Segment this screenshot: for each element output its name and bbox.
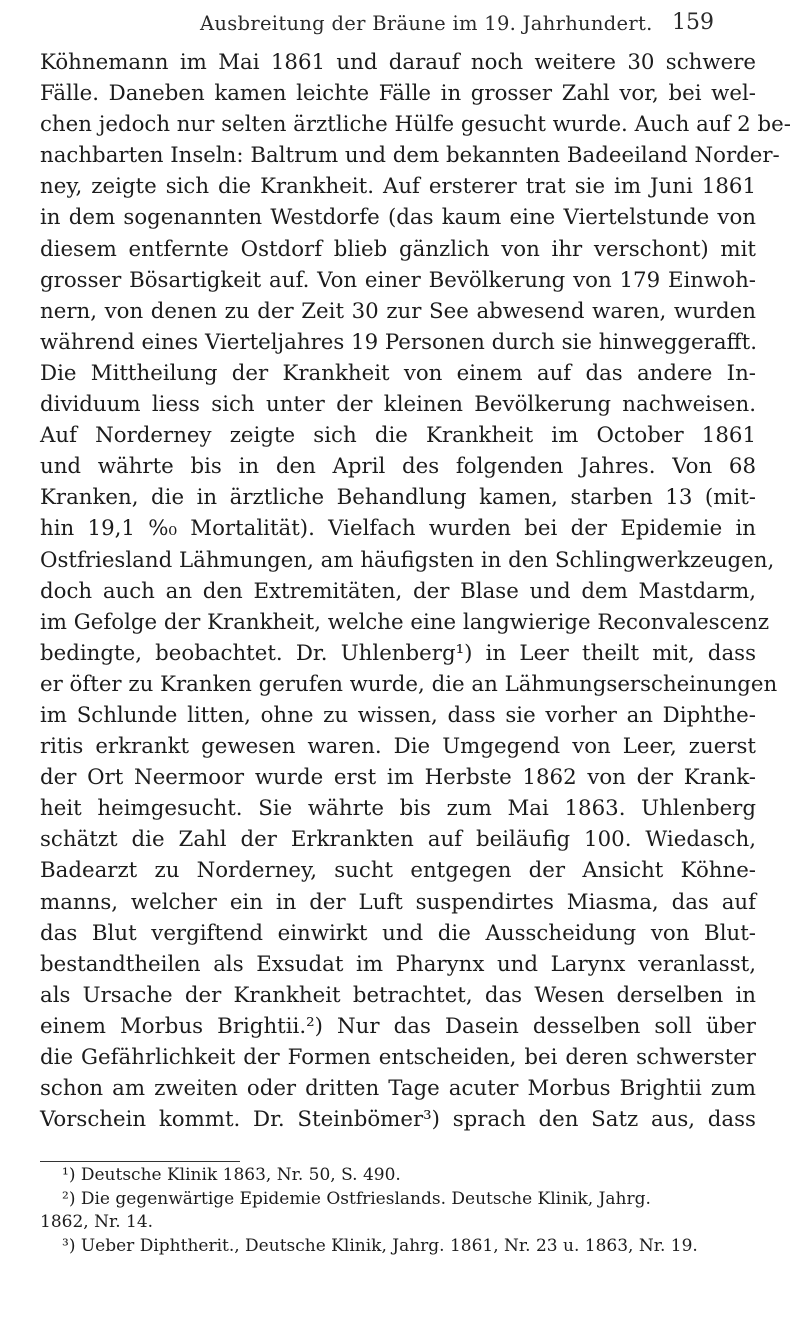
text-line: Köhnemann im Mai 1861 und darauf noch weitere 30 schwere [40, 50, 756, 75]
text-line: dividuum liess sich unter der kleinen Bevölkerung nachweisen. [40, 392, 756, 418]
text-line: manns, welcher ein in der Luft suspendirtes Miasma, das auf [40, 889, 756, 915]
body-text [40, 47, 791, 1135]
text-line: der Ort Neermoor wurde erst im Herbste 1862 von der Krank- [40, 765, 756, 791]
footnote: ²) Die gegenwärtige Epidemie Ostfrieslands. Deutsche Klinik, Jahrg. [62, 1188, 651, 1209]
text-line: einem Morbus Brightii.²) Nur das Dasein desselben soll über [40, 1013, 756, 1039]
text-line: nachbarten Inseln: Baltrum und dem bekannten Badeeiland Norder- [40, 143, 780, 169]
text-line: grosser Bösartigkeit auf. Von einer Bevölkerung von 179 Einwoh- [40, 267, 756, 293]
running-title: Ausbreitung der Bräune im 19. Jahrhundert. [200, 12, 653, 35]
text-line: heit heimgesucht. Sie währte bis zum Mai 1863. Uhlenberg [40, 796, 756, 822]
footnote: ³) Ueber Diphtherit., Deutsche Klinik, Jahrg. 1861, Nr. 23 u. 1863, Nr. 19. [62, 1235, 698, 1256]
text-line: chen jedoch nur selten ärztliche Hülfe gesucht wurde. Auch auf 2 be- [40, 112, 791, 138]
text-line: schon am zweiten oder dritten Tage acuter Morbus Brightii zum [40, 1076, 756, 1102]
text-line: die Gefährlichkeit der Formen entscheiden, bei deren schwerster [40, 1045, 756, 1070]
text-line: Die Mittheilung der Krankheit von einem auf das andere In- [40, 360, 756, 386]
page-number: 159 [672, 10, 714, 35]
text-line: ritis erkrankt gewesen waren. Die Umgegend von Leer, zuerst [40, 734, 756, 760]
text-line: im Schlunde litten, ohne zu wissen, dass sie vorher an Diphthe- [40, 702, 756, 728]
text-line: im Gefolge der Krankheit, welche eine langwierige Reconvalescenz [40, 609, 770, 635]
text-line: als Ursache der Krankheit betrachtet, das Wesen derselben in [40, 982, 756, 1008]
text-line: doch auch an den Extremitäten, der Blase und dem Mastdarm, [40, 578, 756, 604]
text-line: während eines Vierteljahres 19 Personen durch sie hinweggerafft. [40, 329, 757, 355]
text-line: Fälle. Daneben kamen leichte Fälle in grosser Zahl vor, bei wel- [40, 81, 756, 107]
text-line: Auf Norderney zeigte sich die Krankheit im October 1861 [40, 423, 756, 449]
footnotes [40, 1164, 756, 1258]
text-line: und währte bis in den April des folgenden Jahres. Von 68 [40, 454, 756, 480]
text-line: nern, von denen zu der Zeit 30 zur See abwesend waren, wurden [40, 298, 756, 324]
text-line: hin 19,1 %₀ Mortalität). Vielfach wurden bei der Epidemie in [40, 516, 756, 542]
text-line: Kranken, die in ärztliche Behandlung kamen, starben 13 (mit- [40, 485, 756, 511]
text-line: ney, zeigte sich die Krankheit. Auf ersterer trat sie im Juni 1861 [40, 174, 756, 200]
text-line: schätzt die Zahl der Erkrankten auf beiläufig 100. Wiedasch, [40, 827, 756, 853]
text-line: Ostfriesland Lähmungen, am häufigsten in den Schlingwerkzeugen, [40, 547, 775, 573]
text-line: Badearzt zu Norderney, sucht entgegen der Ansicht Köhne- [40, 858, 756, 884]
text-line: in dem sogenannten Westdorfe (das kaum eine Viertelstunde von [40, 205, 756, 231]
text-line: das Blut vergiftend einwirkt und die Ausscheidung von Blut- [40, 920, 756, 946]
text-line: er öfter zu Kranken gerufen wurde, die an Lähmungserscheinungen [40, 671, 778, 697]
text-line: bedingte, beobachtet. Dr. Uhlenberg¹) in Leer theilt mit, dass [40, 640, 756, 666]
footnote-continuation: 1862, Nr. 14. [40, 1212, 154, 1232]
text-line: diesem entfernte Ostdorf blieb gänzlich von ihr verschont) mit [40, 236, 756, 262]
running-head [0, 6, 800, 40]
footnote: ¹) Deutsche Klinik 1863, Nr. 50, S. 490. [62, 1165, 401, 1185]
text-line: bestandtheilen als Exsudat im Pharynx und Larynx veranlasst, [40, 951, 756, 977]
text-line: Vorschein kommt. Dr. Steinbömer³) sprach den Satz aus, dass [40, 1107, 756, 1133]
footnote-divider [40, 1161, 240, 1162]
